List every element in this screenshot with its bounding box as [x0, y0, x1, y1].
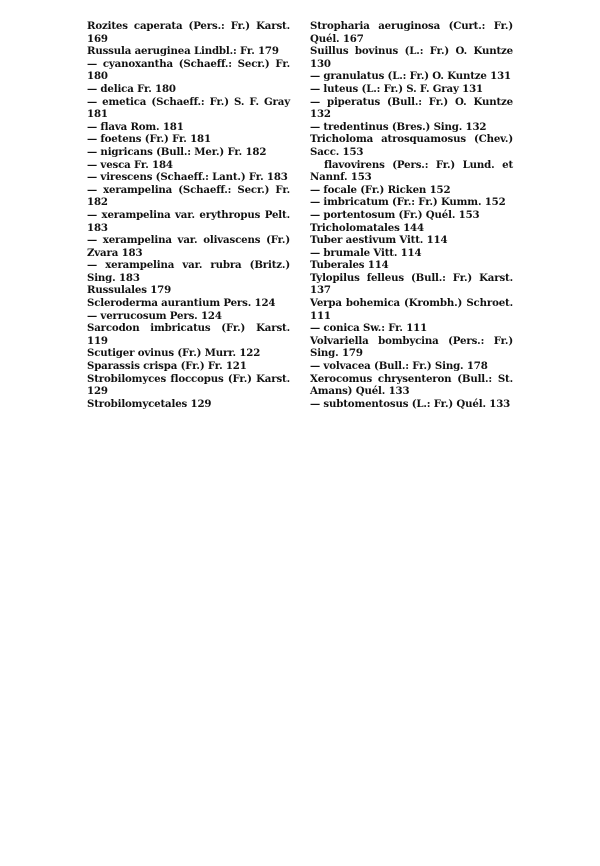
index-entry: Stropharia aeruginosa (Curt.: Fr.) Quél. 167 — [310, 20, 513, 45]
index-entry: — piperatus (Bull.: Fr.) O. Kuntze 132 — [310, 95, 513, 121]
index-entry: — xerampelina var. rubra (Britz.) Sing. 183 — [87, 259, 290, 284]
index-entry: — volvacea (Bull.: Fr.) Sing. 178 — [310, 360, 488, 373]
index-entry: — xerampelina var. erythropus Pelt. 183 — [87, 208, 290, 234]
index-entry: Russulales 179 — [87, 284, 172, 297]
index-entry: Strobilomyces floccopus (Fr.) Karst. 129 — [87, 372, 290, 398]
index-entry: — cyanoxantha (Schaeff.: Secr.) Fr. 180 — [87, 57, 290, 83]
index-entry: Scleroderma aurantium Pers. 124 — [87, 297, 276, 310]
index-entry: — flava Rom. 181 — [87, 120, 184, 133]
index-entry: Volvariella bombycina (Pers.: Fr.) Sing. 179 — [310, 334, 513, 360]
index-entry: flavovirens (Pers.: Fr.) Lund. et Nannf. 153 — [310, 158, 513, 184]
index-entry: — granulatus (L.: Fr.) O. Kuntze 131 — [310, 70, 511, 83]
index-entry: Verpa bohemica (Krombh.) Schroet. 111 — [310, 297, 513, 322]
index-entry: — brumale Vitt. 114 — [310, 246, 422, 259]
index-entry: — nigricans (Bull.: Mer.) Fr. 182 — [87, 145, 267, 158]
index-entry: — virescens (Schaeff.: Lant.) Fr. 183 — [87, 171, 288, 184]
index-entry: — xerampelina var. olivascens (Fr.) Zvara 183 — [87, 234, 290, 259]
index-entry: Sparassis crispa (Fr.) Fr. 121 — [87, 360, 247, 373]
index-entry: — delica Fr. 180 — [87, 82, 176, 95]
index-entry: — portentosum (Fr.) Quél. 153 — [310, 208, 480, 221]
index-entry: — foetens (Fr.) Fr. 181 — [87, 133, 211, 146]
index-entry: Strobilomycetales 129 — [87, 397, 212, 410]
index-entry: — xerampelina (Schaeff.: Secr.) Fr. 182 — [87, 183, 290, 209]
index-entry: — focale (Fr.) Ricken 152 — [310, 183, 451, 196]
index-entry: Xerocomus chrysenteron (Bull.: St. Amans) Quél. 133 — [310, 372, 513, 398]
index-entry: — imbricatum (Fr.: Fr.) Kumm. 152 — [310, 196, 506, 209]
index-entry: Rozites caperata (Pers.: Fr.) Karst. 169 — [87, 20, 290, 45]
index-entry: — vesca Fr. 184 — [87, 158, 173, 171]
index-entry: — tredentinus (Bres.) Sing. 132 — [310, 120, 487, 133]
index-entry: Russula aeruginea Lindbl.: Fr. 179 — [87, 45, 279, 58]
index-entry: Tuber aestivum Vitt. 114 — [310, 234, 448, 247]
index-entry: Tylopilus felleus (Bull.: Fr.) Karst. 137 — [310, 271, 513, 297]
index-column-right — [310, 20, 513, 410]
index-column-left — [87, 20, 290, 410]
index-entry: Scutiger ovinus (Fr.) Murr. 122 — [87, 347, 261, 360]
index-entry: Sarcodon imbricatus (Fr.) Karst. 119 — [87, 322, 290, 347]
index-entry: — luteus (L.: Fr.) S. F. Gray 131 — [310, 82, 483, 95]
index-entry: Tricholomatales 144 — [310, 221, 424, 234]
index-entry: — emetica (Schaeff.: Fr.) S. F. Gray 181 — [87, 95, 290, 121]
index-entry: Tricholoma atrosquamosus (Chev.) Sacc. 153 — [310, 133, 513, 158]
index-entry: — conica Sw.: Fr. 111 — [310, 322, 428, 335]
index-entry: — verrucosum Pers. 124 — [87, 309, 222, 322]
index-entry: — subtomentosus (L.: Fr.) Quél. 133 — [310, 397, 511, 410]
index-entry: Tuberales 114 — [310, 259, 389, 272]
index-entry: Suillus bovinus (L.: Fr.) O. Kuntze 130 — [310, 45, 513, 70]
